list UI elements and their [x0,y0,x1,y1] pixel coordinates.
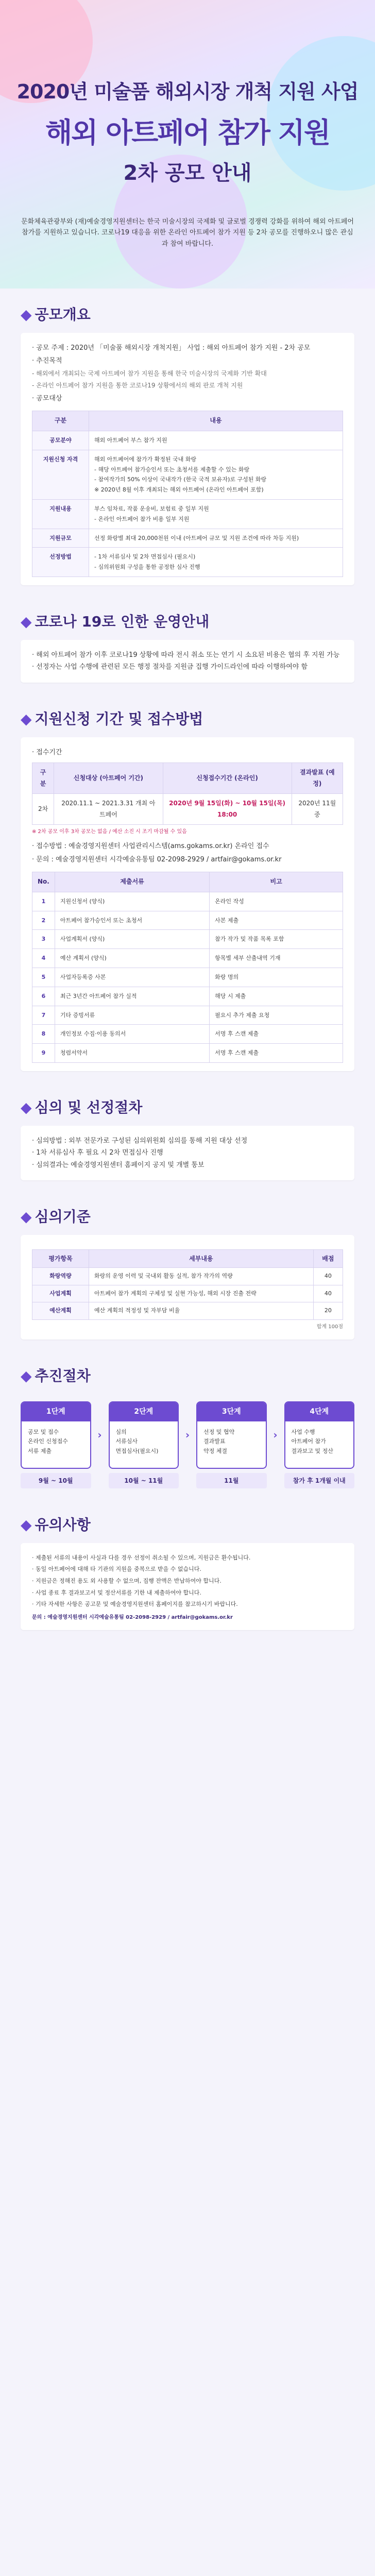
table-header: 내용 [89,411,343,431]
arrow-right-icon: › [273,1429,278,1442]
section-review [0,1081,375,1191]
hero-title-line1: 2020년 미술품 해외시장 개척 지원 사업 [16,80,359,103]
table-row: 지원신청 자격 해외 아트페어에 참가가 확정된 국내 화랑 - 해당 아트페어 참가승인서 또는 초청서를 제출할 수 있는 화랑 - 참여작가의 50% 이상이 국내작가 (한국 국적 보유자)로 구성된 화랑 ※ 2020년 8월 이후 개최되는 해외 아트페어 (온라인 아트페어 포함) [32,450,343,499]
star-icon: ◆ [21,1099,32,1116]
section-title: ◆ 코로나 19로 인한 운영안내 [21,613,210,630]
section-schedule [0,693,375,1081]
process-date: 10월 ~ 11월 [109,1473,179,1488]
table-row: 9 청렴서약서 서명 후 스캔 제출 [32,1044,343,1063]
period-label: · 접수기간 [32,748,62,756]
schedule-table: 구분 신청대상 (아트페어 기간) 신청접수기간 (온라인) 결과발표 (예정) 2차 2020.11.1 ~ 2021.3.31 개최 아트페어 2020년 9월 15일(화) ~ 10월 15일(목) 18:00 2020년 11월 중 [32,762,343,825]
method-item: · 접수방법 : 예술경영지원센터 사업관리시스템(ams.gokams.or.kr) 온라인 접수 [32,842,269,851]
covid-text: · 해외 아트페어 참가 이후 코로나19 상황에 따라 전시 취소 또는 연기 시 소요된 비용은 협의 후 지원 가능 · 선정자는 사업 수행에 관련된 모든 행정 절차를 지원금 집행 가이드라인에 따라 이행하여야 함 [32,651,340,671]
outline-item: · 공모대상 [32,394,62,402]
schedule-note: ※ 2차 공모 이후 3차 공모는 없음 / 예산 소진 시 조기 마감될 수 있음 [32,829,187,835]
section-title: ◆ 지원신청 기간 및 접수방법 [21,710,203,727]
section-outline [0,289,375,596]
table-row: 6 최근 3년간 아트페어 참가 실적 해당 시 제출 [32,987,343,1006]
star-icon: ◆ [21,1367,32,1384]
section-title: ◆ 유의사항 [21,1516,91,1533]
table-row: 2차 2020.11.1 ~ 2021.3.31 개최 아트페어 2020년 9월 15일(화) ~ 10월 15일(목) 18:00 2020년 11월 중 [32,794,343,825]
section-criteria [0,1191,375,1350]
outline-item: · 공모 주제 : 2020년 「미술품 해외시장 개척지원」 사업 : 해외 아트페어 참가 지원 - 2차 공모 [32,344,311,352]
covid-card [21,640,354,683]
process-step: 3단계 선정 및 협약 결과발표 약정 체결 [196,1401,267,1469]
outline-table [32,411,343,577]
table-row: 7 기타 증빙서류 필요시 추가 제출 요청 [32,1006,343,1025]
docs-table: No. 제출서류 비고 1 지원신청서 (양식) 온라인 작성 2 아트페어 참가승인서 또는 초청서 사본 제출 3 사업계획서 (양식) 참가 작가 및 작품 목록 포함 4 예산 계획서 (양식) 항목별 세부 산출내역 기재 5 사업자등록증 사본 화랑 명의 6 최근 3년간 아트페어 참가 실적 해당 시 제출 7 기타 증빙서류 필요시 추가 제출 요청 8 개인정보 수집·이용 동의서 서명 후 스캔 제출 9 청렴서약서 서명 후 스캔 제출 [32,872,343,1063]
notice-item: · 동일 아트페어에 대해 타 기관의 지원을 중복으로 받을 수 없습니다. [32,1566,201,1573]
table-row: 5 사업자등록증 사본 화랑 명의 [32,968,343,987]
outline-item: · 추진목적 [32,357,62,365]
table-row: 지원내용 부스 임차료, 작품 운송비, 보험료 중 일부 지원 - 온라인 아트페어 참가 비용 일부 지원 [32,499,343,529]
arrow-right-icon: › [185,1429,190,1442]
criteria-card [21,1235,354,1340]
criteria-table: 평가항목 세부내용 배점 화랑역량 화랑의 운영 이력 및 국내외 활동 실적, 참가 작가의 역량 40 사업계획 아트페어 참가 계획의 구체성 및 실현 가능성, 해외 시장 진출 전략 40 예산계획 예산 계획의 적정성 및 자부담 비율 20 [32,1249,343,1320]
notice-card [21,1543,354,1630]
process-step: 1단계 공모 및 접수 온라인 신청접수 서류 제출 [21,1401,91,1469]
table-row: 2 아트페어 참가승인서 또는 초청서 사본 제출 [32,911,343,930]
section-title: ◆ 추진절차 [21,1367,91,1384]
star-icon: ◆ [21,613,32,630]
method-item: · 문의 : 예술경영지원센터 시각예술유통팀 02-2098-2929 / artfair@gokams.or.kr [32,855,282,863]
table-row: 사업계획 아트페어 참가 계획의 구체성 및 실현 가능성, 해외 시장 진출 전략 40 [32,1285,343,1302]
process-step: 2단계 심의 서류심사 면접심사(필요시) [109,1401,179,1469]
table-row: 예산계획 예산 계획의 적정성 및 자부담 비율 20 [32,1302,343,1320]
table-row: 4 예산 계획서 (양식) 항목별 세부 산출내역 기재 [32,949,343,968]
contact-info: 문의 : 예술경영지원센터 시각예술유통팀 02-2098-2929 / artfair@gokams.or.kr [32,1615,233,1621]
star-icon: ◆ [21,1516,32,1533]
process-steps [21,1401,354,1469]
review-card [21,1126,354,1180]
section-notice [0,1499,375,1640]
star-icon: ◆ [21,710,32,727]
hero-title-line3: 2차 공모 안내 [123,161,252,185]
notice-item: · 사업 종료 후 결과보고서 및 정산서류를 기한 내 제출하여야 합니다. [32,1589,201,1596]
outline-card [21,333,354,585]
schedule-card [21,737,354,1071]
process-dates [21,1473,354,1488]
process-step: 4단계 사업 수행 아트페어 참가 결과보고 및 정산 [284,1401,355,1469]
outline-item: - 온라인 아트페어 참가 지원을 통한 코로나19 상황에서의 해외 판로 개척 지원 [32,382,243,389]
process-date: 참가 후 1개월 이내 [284,1473,355,1488]
table-row: 3 사업계획서 (양식) 참가 작가 및 작품 목록 포함 [32,930,343,949]
process-date: 11월 [196,1473,267,1488]
hero-banner [0,0,375,289]
section-process [0,1350,375,1499]
notice-item: · 지원금은 정해진 용도 외 사용할 수 없으며, 집행 잔액은 반납하여야 합니다. [32,1578,221,1585]
outline-item: - 해외에서 개최되는 국제 아트페어 참가 지원을 통해 한국 미술시장의 국제화 기반 확대 [32,369,267,377]
table-row: 1 지원신청서 (양식) 온라인 작성 [32,892,343,911]
star-icon: ◆ [21,1208,32,1226]
arrow-right-icon: › [97,1429,102,1442]
criteria-total: 합계 100점 [316,1324,343,1330]
star-icon: ◆ [21,306,32,323]
section-title: ◆ 심의 및 선정절차 [21,1099,143,1116]
hero-intro: 문화체육관광부와 (재)예술경영지원센터는 한국 미술시장의 국제화 및 글로벌 경쟁력 강화를 위하여 해외 아트페어 참가를 지원하고 있습니다. 코로나19 대응을 위한 온라인 아트페어 참가 지원 등 2차 공모를 진행하오니 많은 관심과 참여 바랍니다. [21,218,354,248]
table-row: 8 개인정보 수집·이용 동의서 서명 후 스캔 제출 [32,1025,343,1044]
review-text: · 심의방법 : 외부 전문가로 구성된 심의위원회 심의를 통해 지원 대상 선정 · 1차 서류심사 후 필요 시 2차 면접심사 진행 · 심의결과는 예술경영지원센터 홈페이지 공지 및 개별 통보 [32,1137,248,1169]
table-row: 공모분야 해외 아트페어 부스 참가 지원 [32,431,343,450]
table-row: 지원규모 선정 화랑별 최대 20,000천원 이내 (아트페어 규모 및 지원 조건에 따라 차등 지원) [32,529,343,548]
table-header: 구분 [32,411,89,431]
notice-item: · 기타 자세한 사항은 공고문 및 예술경영지원센터 홈페이지를 참고하시기 바랍니다. [32,1601,238,1608]
table-row: 화랑역량 화랑의 운영 이력 및 국내외 활동 실적, 참가 작가의 역량 40 [32,1268,343,1285]
section-covid [0,596,375,693]
table-row: 선정방법 - 1차 서류심사 및 2차 면접심사 (필요시) - 심의위원회 구성을 통한 공정한 심사 진행 [32,548,343,577]
hero-title-main: 해외 아트페어 참가 지원 [45,116,330,149]
section-title: ◆ 공모개요 [21,306,91,323]
notice-item: · 제출된 서류의 내용이 사실과 다를 경우 선정이 취소될 수 있으며, 지원금은 환수됩니다. [32,1554,251,1561]
section-title: ◆ 심의기준 [21,1208,91,1226]
process-date: 9월 ~ 10월 [21,1473,91,1488]
